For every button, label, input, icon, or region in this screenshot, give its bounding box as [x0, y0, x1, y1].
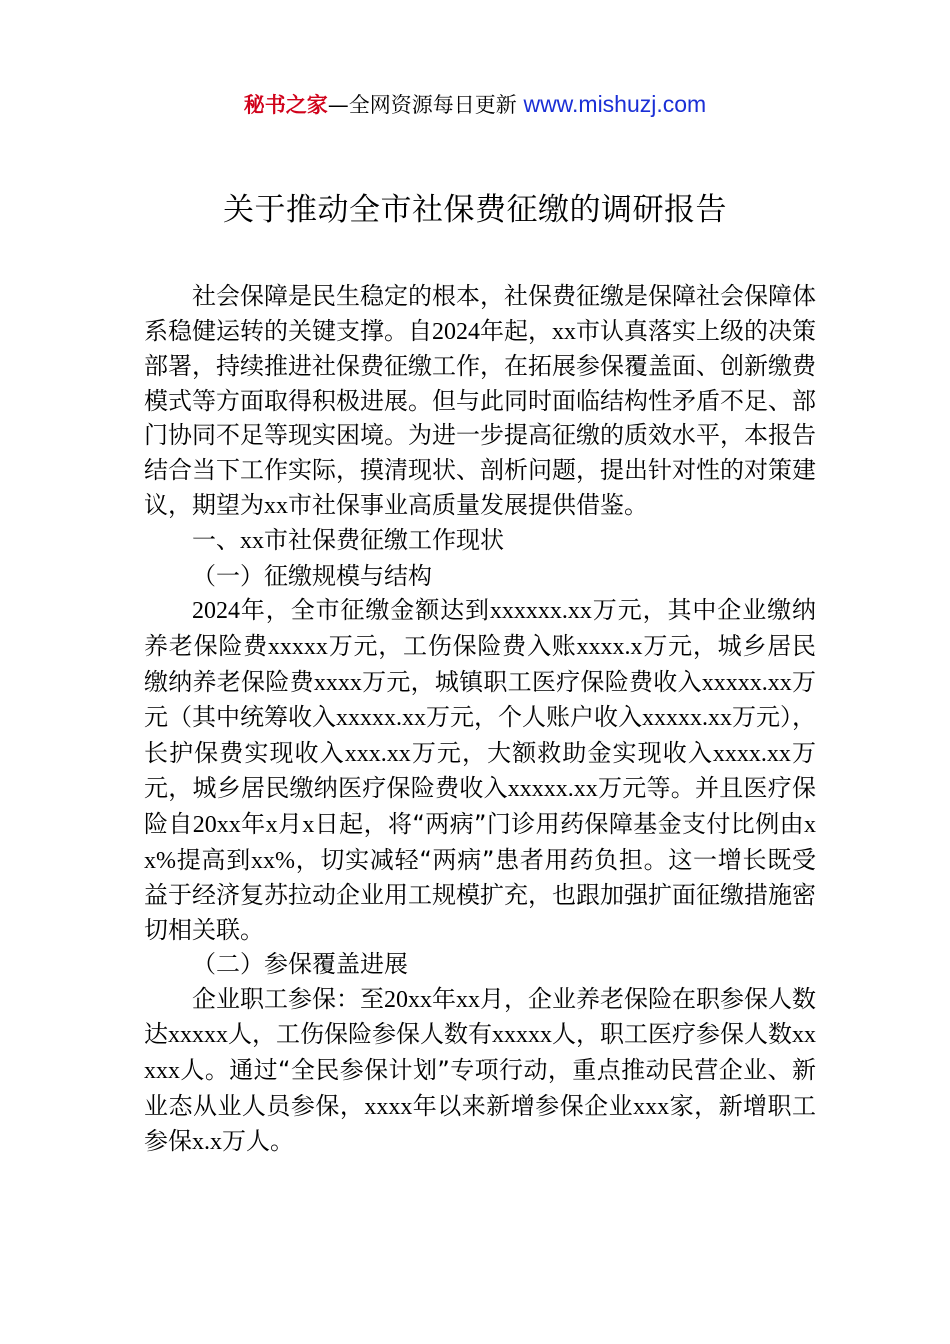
intro-paragraph: 社会保障是民生稳定的根本，社保费征缴是保障社会保障体系稳健运转的关键支撑。自2024年起，xx市认真落实上级的决策部署，持续推进社保费征缴工作，在拓展参保覆盖面、创新缴费模式等方面取得积极进展。但与此同时面临结构性矛盾不足、部门协同不足等现实困境。为进一步提高征缴的质效水平，本报告结合当下工作实际，摸清现状、剖析问题，提出针对性的对策建议，期望为xx市社保事业高质量发展提供借鉴。	[144, 282, 816, 519]
subsection-heading-2: （二）参保覆盖进展	[192, 950, 408, 979]
document-body	[144, 279, 816, 1160]
scale-structure-paragraph: 2024年，全市征缴金额达到xxxxxx.xx万元，其中企业缴纳养老保险费xxxxx万元，工伤保险费入账xxxx.x万元，城乡居民缴纳养老保险费xxxx万元，城镇职工医疗保险费收入xxxxx.xx万元（其中统筹收入xxxxx.xx万元，个人账户收入xxxxx.xx万元），长护保费实现收入xxx.xx万元，大额救助金实现收入xxxx.xx万元，城乡居民缴纳医疗保险费收入xxxxx.xx万元等。并且医疗保险自20xx年x月x日起，将“两病”门诊用药保障基金支付比例由xx%提高到xx%，切实减轻“两病”患者用药负担。这一增长既受益于经济复苏拉动企业用工规模扩充，也跟加强扩面征缴措施密切相关联。	[144, 596, 817, 944]
site-header	[0, 88, 950, 121]
subsection-heading-1: （一）征缴规模与结构	[192, 561, 432, 590]
document-title: 关于推动全市社保费征缴的调研报告	[223, 192, 727, 228]
site-brand: 秘书之家	[243, 93, 328, 117]
section-heading-1: 一、xx市社保费征缴工作现状	[192, 526, 504, 555]
site-url-link[interactable]: www.mishuzj.com	[523, 91, 707, 117]
coverage-paragraph: 企业职工参保：至20xx年xx月，企业养老保险在职参保人数达xxxxx人，工伤保险参保人数有xxxxx人，职工医疗参保人数xxxxx人。通过“全民参保计划”专项行动，重点推动民营企业、新业态从业人员参保，xxxx年以来新增参保企业xxx家，新增职工参保x.x万人。	[144, 984, 817, 1156]
site-tagline: —全网资源每日更新	[327, 93, 517, 117]
